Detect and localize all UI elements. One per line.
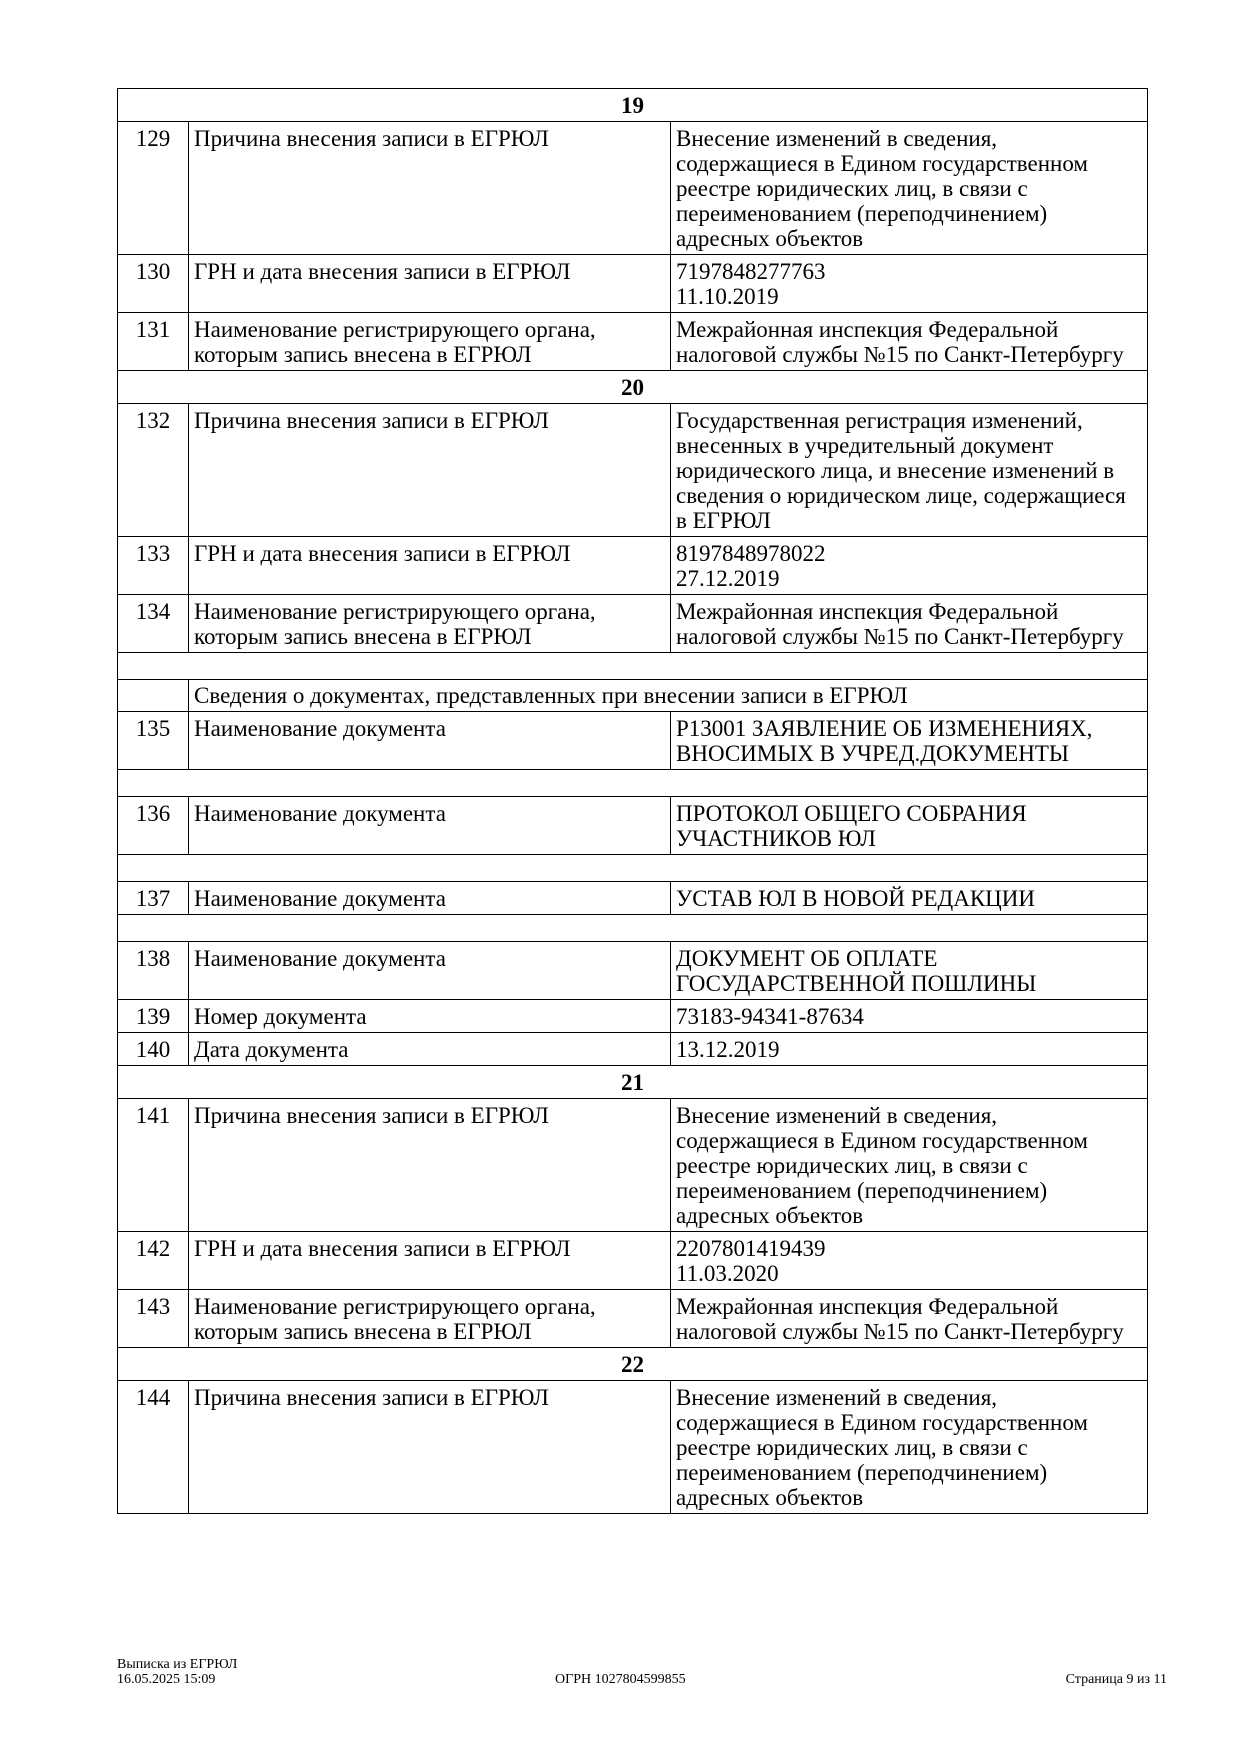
section-header-row — [118, 1348, 1148, 1381]
field-value — [671, 537, 1148, 595]
table-row — [118, 1000, 1148, 1033]
row-number: 130 — [118, 255, 189, 313]
field-value: УСТАВ ЮЛ В НОВОЙ РЕДАКЦИИ — [671, 882, 1148, 915]
footer-doc-title: Выписка из ЕГРЮЛ — [117, 1657, 238, 1672]
field-name: Наименование документа — [189, 882, 671, 915]
field-value-line: 2207801419439 — [676, 1236, 826, 1261]
row-number: 133 — [118, 537, 189, 595]
table-row — [118, 882, 1148, 915]
blank-row — [118, 915, 1148, 942]
field-name: Наименование документа — [189, 712, 671, 770]
field-value: Межрайонная инспекция Федеральной налоговой службы №15 по Санкт-Петербургу — [671, 595, 1148, 653]
field-value — [671, 255, 1148, 313]
field-value: ДОКУМЕНТ ОБ ОПЛАТЕ ГОСУДАРСТВЕННОЙ ПОШЛИНЫ — [671, 942, 1148, 1000]
blank-cell — [118, 855, 1148, 882]
field-value: Внесение изменений в сведения, содержащиеся в Едином государственном реестре юридических лиц, в связи с переименованием (переподчинением) адресных объектов — [671, 1381, 1148, 1514]
field-value: Межрайонная инспекция Федеральной налоговой службы №15 по Санкт-Петербургу — [671, 1290, 1148, 1348]
blank-row — [118, 855, 1148, 882]
table-row — [118, 797, 1148, 855]
field-value-line: 27.12.2019 — [676, 566, 780, 591]
field-value: Р13001 ЗАЯВЛЕНИЕ ОБ ИЗМЕНЕНИЯХ, ВНОСИМЫХ В УЧРЕД.ДОКУМЕНТЫ — [671, 712, 1148, 770]
row-number: 135 — [118, 712, 189, 770]
row-number: 137 — [118, 882, 189, 915]
row-number: 138 — [118, 942, 189, 1000]
footer-left — [117, 1657, 237, 1687]
row-number: 141 — [118, 1099, 189, 1232]
field-name: Причина внесения записи в ЕГРЮЛ — [189, 404, 671, 537]
row-number: 131 — [118, 313, 189, 371]
field-value-line: 8197848978022 — [676, 541, 826, 566]
group-num-cell — [118, 680, 189, 712]
blank-cell — [118, 653, 1148, 680]
table-row — [118, 1381, 1148, 1514]
field-name: Наименование документа — [189, 942, 671, 1000]
field-name: Причина внесения записи в ЕГРЮЛ — [189, 122, 671, 255]
section-header-row — [118, 1066, 1148, 1099]
field-name: ГРН и дата внесения записи в ЕГРЮЛ — [189, 537, 671, 595]
field-name: Наименование регистрирующего органа, которым запись внесена в ЕГРЮЛ — [189, 1290, 671, 1348]
row-number: 142 — [118, 1232, 189, 1290]
row-number: 132 — [118, 404, 189, 537]
section-number: 20 — [118, 371, 1148, 404]
table-row — [118, 1099, 1148, 1232]
section-header-row — [118, 89, 1148, 122]
field-name: Причина внесения записи в ЕГРЮЛ — [189, 1381, 671, 1514]
egrul-extract-table — [117, 88, 1148, 1514]
blank-cell — [118, 770, 1148, 797]
row-number: 136 — [118, 797, 189, 855]
section-number: 19 — [118, 89, 1148, 122]
field-value: 73183-94341-87634 — [671, 1000, 1148, 1033]
table-row — [118, 1290, 1148, 1348]
page-footer — [117, 1657, 1167, 1697]
field-value: 13.12.2019 — [671, 1033, 1148, 1066]
table-body — [118, 89, 1148, 1514]
field-name: Наименование регистрирующего органа, которым запись внесена в ЕГРЮЛ — [189, 313, 671, 371]
table-row — [118, 595, 1148, 653]
footer-ogrn: ОГРН 1027804599855 — [555, 1672, 686, 1687]
field-name: Номер документа — [189, 1000, 671, 1033]
field-value — [671, 1232, 1148, 1290]
group-label: Сведения о документах, представленных при внесении записи в ЕГРЮЛ — [189, 680, 1148, 712]
row-number: 143 — [118, 1290, 189, 1348]
table-row — [118, 537, 1148, 595]
blank-cell — [118, 915, 1148, 942]
footer-datetime: 16.05.2025 15:09 — [117, 1672, 216, 1687]
field-value-line: 11.10.2019 — [676, 284, 779, 309]
table-row — [118, 313, 1148, 371]
table-row — [118, 255, 1148, 313]
blank-row — [118, 770, 1148, 797]
section-number: 22 — [118, 1348, 1148, 1381]
footer-page-number: Страница 9 из 11 — [1065, 1672, 1167, 1687]
field-name: ГРН и дата внесения записи в ЕГРЮЛ — [189, 255, 671, 313]
field-name: Причина внесения записи в ЕГРЮЛ — [189, 1099, 671, 1232]
field-value-line: 7197848277763 — [676, 259, 826, 284]
row-number: 129 — [118, 122, 189, 255]
field-name: Наименование регистрирующего органа, которым запись внесена в ЕГРЮЛ — [189, 595, 671, 653]
row-number: 139 — [118, 1000, 189, 1033]
table-row — [118, 122, 1148, 255]
field-value: Внесение изменений в сведения, содержащиеся в Едином государственном реестре юридических лиц, в связи с переименованием (переподчинением) адресных объектов — [671, 1099, 1148, 1232]
table-row — [118, 1033, 1148, 1066]
blank-row — [118, 653, 1148, 680]
row-number: 140 — [118, 1033, 189, 1066]
field-name: Дата документа — [189, 1033, 671, 1066]
table-row — [118, 942, 1148, 1000]
table-row — [118, 712, 1148, 770]
field-value-line: 11.03.2020 — [676, 1261, 779, 1286]
group-header-row — [118, 680, 1148, 712]
field-name: ГРН и дата внесения записи в ЕГРЮЛ — [189, 1232, 671, 1290]
row-number: 134 — [118, 595, 189, 653]
section-number: 21 — [118, 1066, 1148, 1099]
field-value: Внесение изменений в сведения, содержащиеся в Едином государственном реестре юридических лиц, в связи с переименованием (переподчинением) адресных объектов — [671, 122, 1148, 255]
field-name: Наименование документа — [189, 797, 671, 855]
section-header-row — [118, 371, 1148, 404]
field-value: Государственная регистрация изменений, внесенных в учредительный документ юридического лица, и внесение изменений в сведения о юридическом лице, содержащиеся в ЕГРЮЛ — [671, 404, 1148, 537]
table-row — [118, 404, 1148, 537]
table-row — [118, 1232, 1148, 1290]
field-value: ПРОТОКОЛ ОБЩЕГО СОБРАНИЯ УЧАСТНИКОВ ЮЛ — [671, 797, 1148, 855]
field-value: Межрайонная инспекция Федеральной налоговой службы №15 по Санкт-Петербургу — [671, 313, 1148, 371]
row-number: 144 — [118, 1381, 189, 1514]
